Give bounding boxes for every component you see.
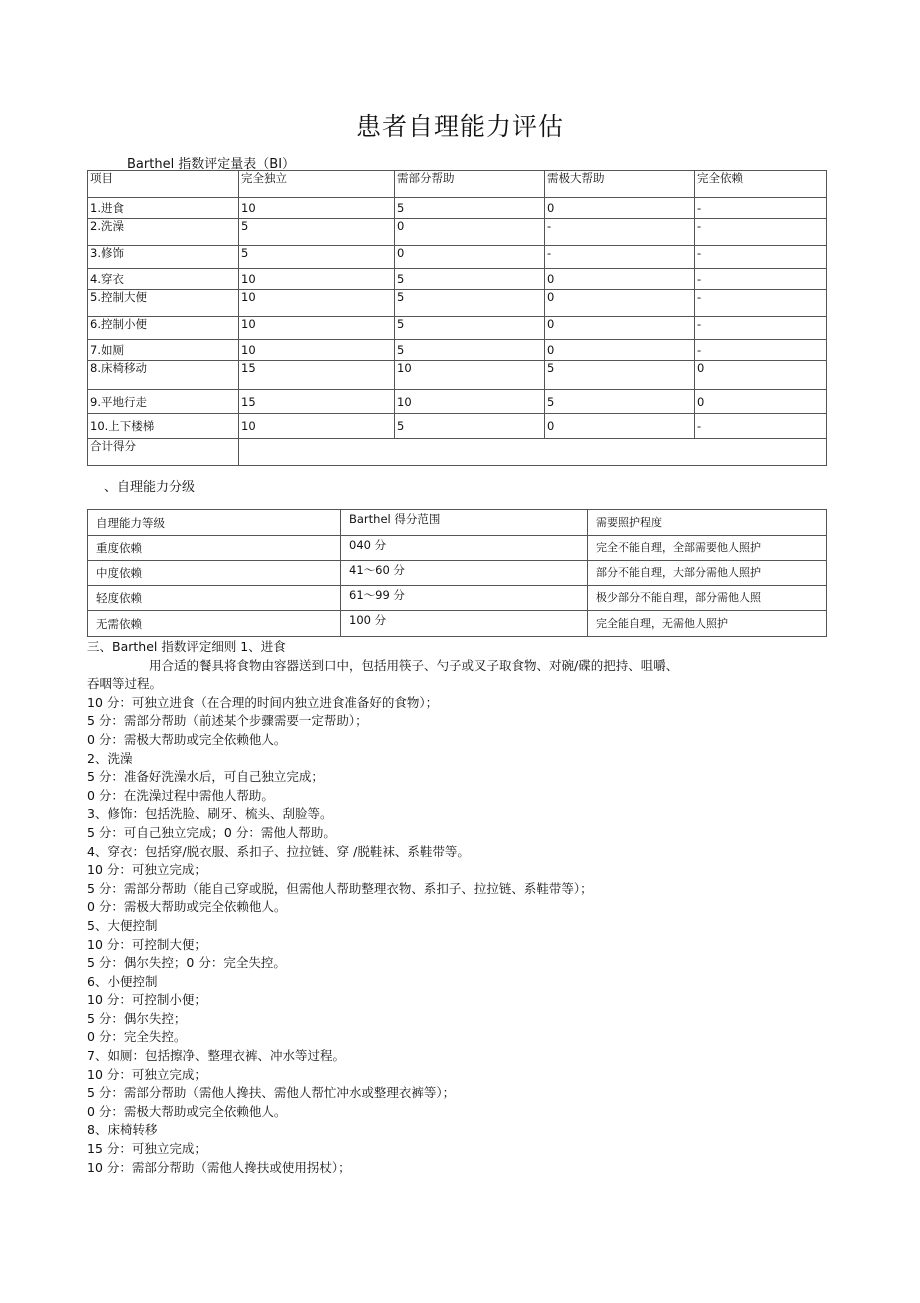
table-cell: - <box>695 340 827 361</box>
level-cell: 极少部分不能自理，部分需他人照 <box>588 586 827 611</box>
table-cell: 10 <box>239 414 395 439</box>
level-header-cell: 自理能力等级 <box>88 510 341 536</box>
detail-line: 用合适的餐具将食物由容器送到口中，包括用筷子、勺子或叉子取食物、对碗/碟的把持、咀嚼、 <box>149 657 679 673</box>
section-title-self-care-levels: 、自理能力分级 <box>104 480 196 495</box>
table-cell: 2.洗澡 <box>88 219 239 246</box>
table-cell: 6.控制小便 <box>88 317 239 340</box>
table-row <box>88 317 827 340</box>
table-cell: 0 <box>695 390 827 414</box>
table-cell: 5 <box>395 340 545 361</box>
detail-line: 10 分：需部分帮助（需他人搀扶或使用拐杖）； <box>87 1159 351 1175</box>
level-row <box>88 536 827 561</box>
level-header-cell: 需要照护程度 <box>588 510 827 536</box>
detail-line: 5 分：需部分帮助（需他人搀扶、需他人帮忙冲水或整理衣裤等）； <box>87 1085 456 1101</box>
detail-line: 0 分：在洗澡过程中需他人帮助。 <box>87 787 274 803</box>
detail-line: 5 分：偶尔失控； <box>87 1010 187 1026</box>
table-cell: - <box>695 246 827 269</box>
table-cell: 0 <box>545 340 695 361</box>
table-row <box>88 269 827 290</box>
level-cell: 轻度依赖 <box>88 586 341 611</box>
level-cell: 无需依赖 <box>88 611 341 637</box>
level-cell: 部分不能自理，大部分需他人照护 <box>588 561 827 586</box>
table-cell: 0 <box>695 361 827 390</box>
table-header-cell: 完全依赖 <box>695 171 827 198</box>
level-cell: 040 分 <box>341 536 588 561</box>
table-cell: 10 <box>395 390 545 414</box>
table-cell: - <box>695 317 827 340</box>
table-row <box>88 198 827 219</box>
detail-line: 5 分：需部分帮助（前述某个步骤需要一定帮助）； <box>87 713 368 729</box>
table-cell: 7.如厕 <box>88 340 239 361</box>
detail-line: 0 分：需极大帮助或完全依赖他人。 <box>87 1103 287 1119</box>
level-row <box>88 586 827 611</box>
table-cell: 5 <box>545 361 695 390</box>
detail-line: 5、大便控制 <box>87 917 158 933</box>
table-cell: - <box>695 269 827 290</box>
detail-line: 0 分：需极大帮助或完全依赖他人。 <box>87 899 287 915</box>
detail-line: 15 分：可独立完成； <box>87 1141 207 1157</box>
table-cell: 0 <box>395 246 545 269</box>
table-cell: 5 <box>395 317 545 340</box>
level-cell: 完全能自理，无需他人照护 <box>588 611 827 637</box>
detail-line: 7、如厕：包括擦净、整理衣裤、冲水等过程。 <box>87 1048 345 1064</box>
bi-table-caption: Barthel 指数评定量表（BI） <box>127 157 296 172</box>
table-cell: 0 <box>395 219 545 246</box>
level-cell: 61～99 分 <box>341 586 588 611</box>
table-header-cell: 需极大帮助 <box>545 171 695 198</box>
table-cell: 5.控制大便 <box>88 290 239 317</box>
table-cell: 4.穿衣 <box>88 269 239 290</box>
scoring-details <box>87 638 827 1177</box>
table-row <box>88 219 827 246</box>
total-score-value <box>239 439 827 466</box>
level-cell: 完全不能自理，全部需要他人照护 <box>588 536 827 561</box>
barthel-index-table <box>87 170 827 466</box>
table-cell: 10 <box>239 340 395 361</box>
self-care-level-table <box>87 509 827 637</box>
detail-line: 三、Barthel 指数评定细则 1、进食 <box>87 639 286 654</box>
table-cell: 5 <box>545 390 695 414</box>
detail-line: 5 分：准备好洗澡水后，可自己独立完成； <box>87 769 324 785</box>
table-cell: - <box>695 219 827 246</box>
detail-line: 5 分：需部分帮助（能自己穿或脱，但需他人帮助整理衣物、系扣子、拉拉链、系鞋带等）； <box>87 880 593 896</box>
detail-line: 2、洗澡 <box>87 750 133 766</box>
table-header-row <box>88 171 827 198</box>
detail-line: 10 分：可独立进食（在合理的时间内独立进食准备好的食物）； <box>87 694 439 710</box>
table-header-cell: 完全独立 <box>239 171 395 198</box>
table-cell: 10 <box>239 269 395 290</box>
table-row <box>88 290 827 317</box>
detail-line: 8、床椅转移 <box>87 1122 158 1138</box>
table-cell: 15 <box>239 390 395 414</box>
detail-line: 4、穿衣：包括穿/脱衣服、系扣子、拉拉链、穿 /脱鞋袜、系鞋带等。 <box>87 843 470 859</box>
table-cell: - <box>695 198 827 219</box>
table-cell: 5 <box>395 414 545 439</box>
table-row <box>88 414 827 439</box>
total-score-label: 合计得分 <box>88 439 239 466</box>
detail-line: 10 分：可独立完成； <box>87 1066 207 1082</box>
table-total-row <box>88 439 827 466</box>
level-header-cell: Barthel 得分范围 <box>341 510 588 536</box>
table-cell: 0 <box>545 269 695 290</box>
table-cell: 5 <box>239 246 395 269</box>
detail-line: 0 分：需极大帮助或完全依赖他人。 <box>87 731 287 747</box>
level-cell: 中度依赖 <box>88 561 341 586</box>
table-row <box>88 361 827 390</box>
detail-line: 10 分：可控制小便； <box>87 992 207 1008</box>
table-cell: 5 <box>239 219 395 246</box>
table-cell: 1.进食 <box>88 198 239 219</box>
table-cell: - <box>695 290 827 317</box>
detail-line: 10 分：可独立完成； <box>87 862 207 878</box>
table-row <box>88 246 827 269</box>
table-cell: 5 <box>395 198 545 219</box>
table-cell: 10.上下楼梯 <box>88 414 239 439</box>
detail-line: 吞咽等过程。 <box>87 676 163 692</box>
table-cell: 8.床椅移动 <box>88 361 239 390</box>
detail-line: 5 分：可自己独立完成；0 分：需他人帮助。 <box>87 824 336 840</box>
detail-line: 3、修饰：包括洗脸、刷牙、梳头、刮脸等。 <box>87 806 333 822</box>
table-cell: 10 <box>239 290 395 317</box>
table-cell: - <box>545 219 695 246</box>
level-row <box>88 611 827 637</box>
detail-line: 6、小便控制 <box>87 973 158 989</box>
detail-line: 0 分：完全失控。 <box>87 1029 187 1045</box>
table-cell: 5 <box>395 269 545 290</box>
table-cell: 0 <box>545 290 695 317</box>
table-cell: 15 <box>239 361 395 390</box>
level-cell: 100 分 <box>341 611 588 637</box>
detail-line: 5 分：偶尔失控；0 分：完全失控。 <box>87 955 286 971</box>
table-cell: - <box>545 246 695 269</box>
level-cell: 重度依赖 <box>88 536 341 561</box>
level-cell: 41～60 分 <box>341 561 588 586</box>
table-cell: 0 <box>545 198 695 219</box>
level-row <box>88 561 827 586</box>
page-title: 患者自理能力评估 <box>355 112 564 141</box>
table-cell: 9.平地行走 <box>88 390 239 414</box>
detail-line: 10 分：可控制大便； <box>87 936 207 952</box>
table-header-cell: 需部分帮助 <box>395 171 545 198</box>
table-cell: 10 <box>239 317 395 340</box>
table-header-cell: 项目 <box>88 171 239 198</box>
table-cell: 10 <box>239 198 395 219</box>
level-header-row <box>88 510 827 536</box>
table-cell: 10 <box>395 361 545 390</box>
table-row <box>88 390 827 414</box>
table-cell: 0 <box>545 414 695 439</box>
table-row <box>88 340 827 361</box>
table-cell: 5 <box>395 290 545 317</box>
table-cell: 0 <box>545 317 695 340</box>
table-cell: 3.修饰 <box>88 246 239 269</box>
table-cell: - <box>695 414 827 439</box>
